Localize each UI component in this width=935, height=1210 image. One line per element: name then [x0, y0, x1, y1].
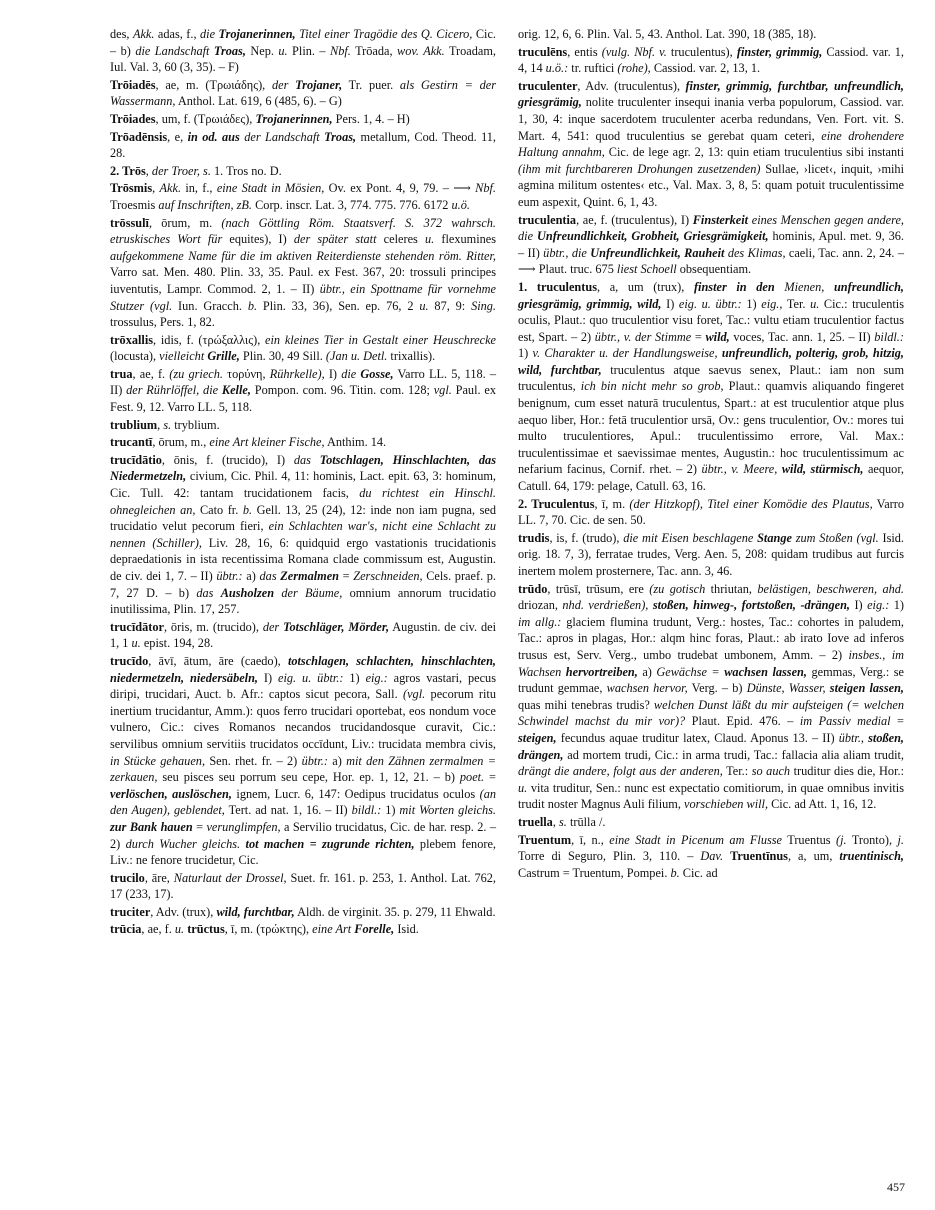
entry-body: , s. trūlla /. [552, 814, 606, 829]
entry-body: , s. tryblium. [157, 417, 220, 432]
entry-headword: Trōiades [110, 111, 156, 126]
entry-headword: trublium [110, 417, 158, 432]
entry-headword: Trōsmis [110, 181, 153, 196]
dictionary-entry [518, 279, 904, 495]
entry-headword: trucīdo [110, 653, 149, 668]
entry-body: , āre, Naturlaut der Drossel, Suet. fr. 161. p. 253, 1. Anthol. Lat. 762, 17 (233, 17). [110, 870, 496, 902]
entry-headword: trūcia [110, 922, 142, 937]
dictionary-entry [110, 215, 496, 331]
dictionary-entry [110, 180, 496, 213]
entry-headword: 2. Truculentus [518, 496, 595, 511]
entry-headword: trucīdātor [110, 619, 164, 634]
entry-headword: truella [518, 814, 553, 829]
entry-body: , ae, f. (truculentus), I) Finsterkeit eines Menschen gegen andere, die Unfreundlichkeit, Grobheit, Griesgrämigkeit, hominis, Apul. met. 9, 36. – II) übtr., die Unfreundlichkeit, Rauheit des Klimas, caeli, Tac. ann. 2, 24. – ⟶ Plaut. truc. 675 liest Schoell obsequentiam. [518, 212, 905, 277]
entry-body: , is, f. (trudo), die mit Eisen beschlagene Stange zum Stoßen (vgl. Isid. orig. 18. 7, 3), ferratae trudes, Verg. Aen. 5, 208: quidam trudibus aut furcis inertem molem prosternere, Tac. ann. 3, 46. [518, 530, 904, 578]
dictionary-entry [110, 111, 496, 128]
entry-headword: Trōiadēs [110, 77, 156, 92]
entry-body: orig. 12, 6, 6. Plin. Val. 5, 43. Anthol. Lat. 390, 18 (385, 18). [518, 27, 817, 41]
entry-body: , Adv. (trux), wild, furchtbar, Aldh. de virginit. 35. p. 279, 11 Ehwald. [150, 904, 496, 919]
dictionary-entry [110, 129, 496, 162]
entry-body: , ae, f. (zu griech. τορύνη, Rührkelle), I) die Gosse, Varro LL. 5, 118. – II) der Rührlöffel, die Kelle, Pompon. com. 96. Titin. com. 128; vgl. Paul. ex Fest. 9, 12. Varro LL. 5, 118. [110, 366, 496, 415]
dictionary-entry [518, 530, 904, 580]
entry-body: , Akk. in, f., eine Stadt in Mösien, Ov. ex Pont. 4, 9, 79. – ⟶ Nbf. Troesmis auf Inschriften, zB. Corp. inscr. Lat. 3, 774. 775. 776. 6172 u.ö. [110, 181, 496, 212]
entry-body: , ae, f. u. trūctus, ī, m. (τρώκτης), eine Art Forelle, Isid. [141, 922, 419, 937]
entry-headword: truculentia [518, 212, 577, 227]
entry-body: des, Akk. adas, f., die Trojanerinnen, Titel einer Tragödie des Q. Cicero, Cic. – b) die Landschaft Troas, Nep. u. Plin. – Nbf. Trōada, wov. Akk. Troadam, Iul. Val. 3, 60 (3, 35). – F) [110, 27, 497, 75]
entry-body: , a, um (trux), finster in den Mienen, unfreundlich, griesgrämig, grimmig, wild, I) eig. u. übtr.: 1) eig., Ter. u. Cic.: truculentis oculis, Plaut.: quo truculentior visu foret, Tac.: vultu etiam truculentior factus est, Spart. – 2) übtr., v. der Stimme = wild, voces, Tac. ann. 1, 25. – II) bildl.: 1) v. Charakter u. der Handlungsweise, unfreundlich, polterig, grob, hitzig, wild, furchtbar, truculentus atque saevus senex, Plaut.: iam non sum truculentus, ich bin nicht mehr so grob, Plaut.: quamvis aliquando fingeret benignum, cum esset naturā truculentus, Spart.: at est truculentior atque plus aequo liber, Hor.: fetā truculentior ursā, Ov.: gens truculentior, Ov.: mores tui multo truculentiores, Apul.: truculentissimo errore, Val. Max.: truculentissimae et saevissimae mentes, Augustin.: hoc truculentissimum ac nefarium facinus, Cornif. rhet. – 2) übtr., v. Meere, wild, stürmisch, aequor, Catull. 64, 179: pelage, Catull. 63, 16. [518, 279, 905, 494]
dictionary-entry [518, 496, 904, 529]
entry-headword: truculēns [518, 44, 568, 59]
entry-headword: 1. truculentus [518, 279, 597, 294]
entry-body: , Adv. (truculentus), finster, grimmig, furchtbar, unfreundlich, griesgrämig, nolite truculenter insequi inania verba populorum, Cassiod. var. 1, 30, 4: inque sacerdotem truculenter acerba redundans, Ven. Fort. vit. S. Mart. 4, 541: quod truculentius se gerebat quam ceteri, eine drohendere Haltung annahm, Cic. de lege agr. 2, 13: quin etiam truculentius sibi instanti (ihm mit furchtbareren Drohungen zusetzenden) Sullae, ›licet‹, inquit, ›mihi agmina militum ostentes‹ etc., Val. Max. 3, 8, 5: quam potuit truculentissime eum aspexit, Quint. 6, 1, 43. [518, 78, 904, 209]
dictionary-entry [518, 832, 904, 882]
entry-headword: 2. Trōs [110, 163, 146, 178]
dictionary-entry [110, 653, 496, 869]
entry-body: , der Troer, s. 1. Tros no. D. [145, 163, 282, 178]
dictionary-entry [110, 417, 496, 434]
dictionary-entry [518, 78, 904, 211]
entry-headword: truculenter [518, 78, 578, 93]
dictionary-entry [110, 163, 496, 180]
dictionary-entry [110, 434, 496, 451]
dictionary-entry [518, 814, 904, 831]
entry-headword: Trōadēnsis [110, 129, 168, 144]
dictionary-entry [110, 870, 496, 903]
dictionary-entry [110, 904, 496, 921]
entry-body: , ōrum, m., eine Art kleiner Fische, Anthim. 14. [152, 435, 387, 450]
dictionary-entry [110, 332, 496, 365]
dictionary-entry [110, 77, 496, 110]
entry-headword: trudis [518, 530, 550, 545]
entry-headword: trōxallis [110, 332, 154, 347]
entry-headword: truciter [110, 904, 151, 919]
entry-body: , ī, n., eine Stadt in Picenum am Flusse Truentus (j. Tronto), j. Torre di Seguro, Plin. 3, 110. – Dav. Truentīnus, a, um, truentinisch, Castrum = Truentum, Pompei. b. Cic. ad [518, 832, 905, 880]
entry-body: , ōrum, m. (nach Göttling Röm. Staatsverf. S. 372 wahrsch. etruskisches Wort für equites), I) der später statt celeres u. flexumines aufgekommene Name für die im aktiven Reiterdienste stehenden röm. Ritter, Varro sat. Men. 480. Plin. 33, 35. Paul. ex Fest. 367, 20: trossuli principes iuventutis, Lampr. Commod. 2, 1. – II) übtr., ein Spottname für vornehme Stutzer (vgl. Iun. Gracch. b. Plin. 33, 36), Sen. ep. 76, 2 u. 87, 9: Sing. trossulus, Pers. 1, 82. [110, 215, 497, 330]
right-column [518, 26, 904, 882]
dictionary-entry [110, 921, 496, 938]
entry-headword: trucilo [110, 870, 145, 885]
dictionary-entry [110, 452, 496, 618]
entry-headword: trua [110, 366, 133, 381]
entry-body: , ōris, m. (trucido), der Totschläger, Mörder, Augustin. de civ. dei 1, 1 u. epist. 194, 28. [110, 619, 496, 651]
entry-body: , e, in od. aus der Landschaft Troas, metallum, Cod. Theod. 11, 28. [110, 129, 496, 161]
entry-headword: trūdo [518, 581, 548, 596]
dictionary-entry [518, 44, 904, 77]
dictionary-entry [518, 26, 904, 43]
entry-headword: Truentum [518, 832, 572, 847]
entry-body: , trūsī, trūsum, ere (zu gotisch thriutan, belästigen, beschweren, ahd. driozan, nhd. verdrießen), stoßen, hinweg-, fortstoßen, -drängen, I) eig.: 1) im allg.: glaciem flumina trudunt, Verg.: hostes, Tac.: cohortes in paludem, Tac.: apros in plagas, Hor.: alqm hinc foras, Plaut.: ab irato Iove ad inferos trusus est, Serv. Verg., umbo trudebat umbonem, Amm. – 2) insbes., im Wachsen hervortreiben, a) Gewächse = wachsen lassen, gemmas, Verg.: se trudunt gemmae, wachsen hervor, Verg. – b) Dünste, Wasser, steigen lassen, quas mihi tenebras trudis? welchen Dunst läßt du mir aufsteigen (= welchen Schwindel machst du mir vor)? Plaut. Epid. 476. – im Passiv medial = steigen, fecundus aquae truditur latex, Claud. Aponus 13. – II) übtr., stoßen, drängen, ad mortem trudi, Cic.: in arma trudi, Tac.: fallacia alia aliam trudit, drängt die andere, folgt aus der anderen, Ter.: so auch truditur dies die, Hor.: u. vita truditur, Sen.: nunc est expectatio comitiorum, in quae omnibus invitis trudit noster Magnus Auli filium, vorschieben will, Cic. ad Att. 1, 16, 12. [518, 581, 905, 812]
left-column [110, 26, 496, 939]
dictionary-entry [110, 26, 496, 76]
entry-body: , āvī, ātum, āre (caedo), totschlagen, schlachten, hinschlachten, niedermetzeln, niedersäbeln, I) eig. u. übtr.: 1) eig.: agros vastari, pecus diripi, trucidari, Auct. b. Afr.: captos sicut pecora, Sall. (vgl. pecorum ritu inertium trucidantur, Amm.): quos ferro trucidari oportebat, eos nondum voce vulnero, Cic.: cives Romanos necandos trucidandosque curavit, Cic.: servilibus omnium servitiis trucidatos occīdunt, Liv.: trucidata membra civis, in Stücke gehauen, Sen. rhet. fr. – 2) übtr.: a) mit den Zähnen zermalmen = zerkauen, seu pisces seu porrum seu cepe, Hor. ep. 1, 12, 21. – b) poet. = verlöschen, auslöschen, ignem, Lucr. 6, 147: Oedipus trucidatus oculos (an den Augen), geblendet, Tert. ad nat. 1, 16. – II) bildl.: 1) mit Worten gleichs. zur Bank hauen = verunglimpfen, a Servilio trucidatus, Cic. de har. resp. 2. – 2) durch Wucher gleichs. tot machen = zugrunde richten, plebem fenore, Liv.: ne fenore trucidetur, Cic. [110, 653, 496, 868]
entry-body: , idis, f. (τρώξαλλις), ein kleines Tier in Gestalt einer Heuschrecke (locusta), vielleicht Grille, Plin. 30, 49 Sill. (Jan u. Detl. trixallis). [110, 332, 496, 364]
entry-body: , um, f. (Τρωιάδες), Trojanerinnen, Pers. 1, 4. – H) [155, 111, 410, 126]
entry-headword: trucantī [110, 435, 153, 450]
dictionary-entry [110, 366, 496, 416]
entry-body: , ōnis, f. (trucido), I) das Totschlagen, Hinschlachten, das Niedermetzeln, civium, Cic. Phil. 4, 11: hominis, Lact. epit. 63, 3: hominum, Cic. Tull. 42: tantam trucidationem facis, du richtest ein Hinschl. ohnegleichen an, Cato fr. b. Gell. 13, 25 (24), 12: inde non iam pugna, sed trucidatio velut pecorum fieri, ein Schlachten war's, nicht eine Schlacht zu nennen (Schiller), Liv. 28, 16, 6: quidquid ergo vastationis trucidationis depraedationis in ista recentissima Romana clade commissum est, Augustin. de civ. dei 1, 7. – II) übtr.: a) das Zermalmen = Zerschneiden, Cels. praef. p. 7, 27 D. – b) das Ausholzen der Bäume, omnium annorum trucidatio inutilissima, Plin. 17, 257. [110, 452, 497, 617]
dictionary-entry [518, 581, 904, 813]
page-number: 457 [887, 1180, 905, 1194]
dictionary-entry [518, 212, 904, 278]
entry-body: , ae, m. (Τρωιάδης), der Trojaner, Tr. puer. als Gestirn = der Wassermann, Anthol. Lat. 619, 6 (485, 6). – G) [110, 77, 496, 109]
dictionary-entry [110, 619, 496, 652]
entry-headword: trucīdātio [110, 452, 162, 467]
entry-headword: trōssulī [110, 215, 149, 230]
entry-body: , ī, m. (der Hitzkopf), Titel einer Komödie des Plautus, Varro LL. 7, 70. Cic. de sen. 50. [518, 496, 904, 528]
entry-body: , entis (vulg. Nbf. v. truculentus), finster, grimmig, Cassiod. var. 1, 4, 14 u.ö.: tr. ruftici (rohe), Cassiod. var. 2, 13, 1. [518, 44, 904, 76]
